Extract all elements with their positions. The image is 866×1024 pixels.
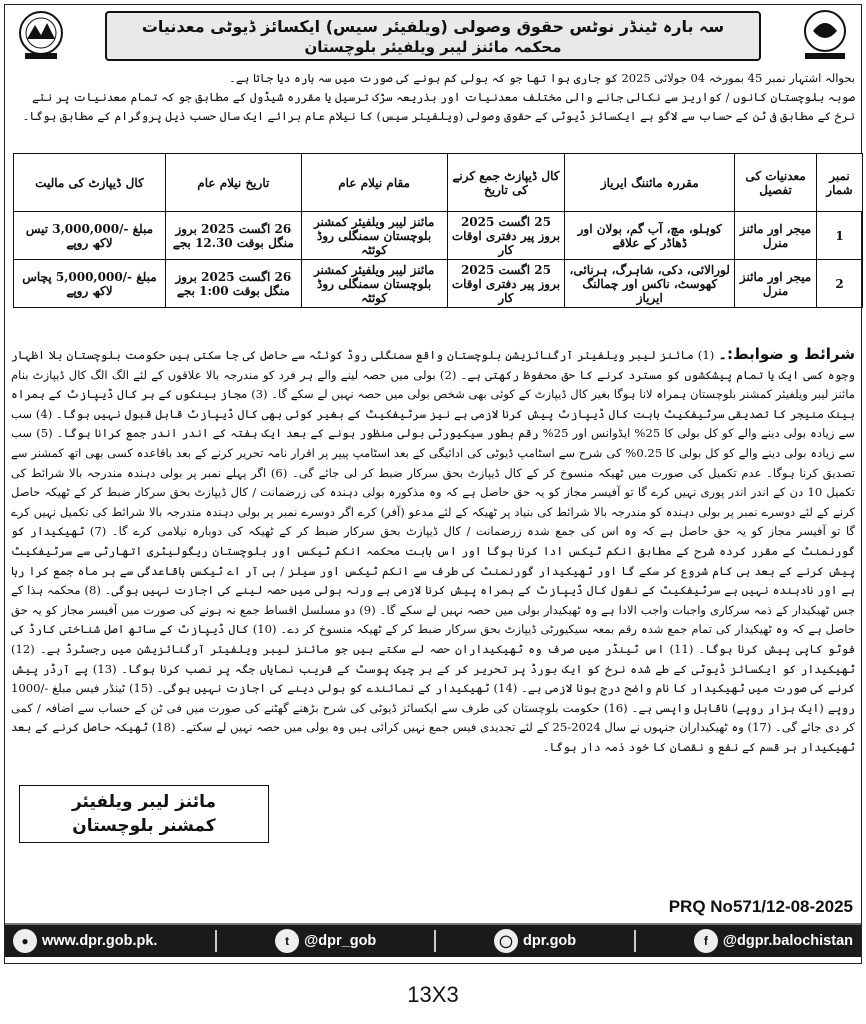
instagram-icon: ◯	[494, 929, 518, 953]
table-row	[14, 260, 863, 308]
cell-venue: مائنز لیبر ویلفیئر کمشنر بلوچستان سمنگلی روڈ کوئٹہ	[301, 260, 447, 308]
col-serial: نمبر شمار	[817, 154, 863, 212]
col-minerals: معدنیات کی تفصیل	[735, 154, 817, 212]
table-header-row	[14, 154, 863, 212]
mines-labour-logo-icon	[13, 9, 69, 61]
cell-deposit-amount: مبلغ -/5,000,000 پچاس لاکھ روپے	[14, 260, 166, 308]
footer-instagram[interactable]	[494, 929, 576, 953]
footer-website[interactable]	[13, 929, 157, 953]
auction-table	[13, 153, 863, 308]
cell-auction-date: 26 اگست 2025 بروز منگل بوقت 12.30 بجے	[165, 212, 301, 260]
terms-body: (1) مائنز لیبر ویلفیئر آرگنائزیشن بلوچستان واقع سمنگلی روڈ کوئٹہ سے حاصل کی جا سکتی ہیں حکومت بلوچستان بلا اظہار وجوہ کسی ایک یا تمام پیشکشوں کو مسترد کرنے کا حق محفوظ رکھتی ہے۔ (2) بولی میں حصہ لینے والے ہر فرد کو مندرجہ بالا علاقوں کے لئے الگ الگ کال ڈیپازٹ بنام مائنز لیبر ویلفیئر کمشنر بلوچستان ہمراہ لانا ہوگا بغیر کال ڈیپازٹ کے کوئی بھی شخص بولی میں حصہ نہیں لے سکے گا۔ (3) مجاز بینکوں کے ہر کال ڈیپازٹ کے ہمراہ بینک منیجر کا تصدیقی سرٹیفکیٹ بابت کال ڈیپازٹ پیش کرنا لازمی ہے نیز سرٹیفکیٹ کے بغیر کوئی بھی کال ڈیپازٹ قابل قبول نہیں ہوگا۔ (4) سب سے زیادہ بولی دینے والے کو کل بولی کا 25% ایڈوانس اور 25% رقم بطور سیکیورٹی بولی منظور ہونے کے بعد ایک ہفتہ کے اندر اندر جمع کرانا ہوگا۔ (5) سب سے زیادہ بولی دینے والے کو کل بولی کا 0.25% کی شرح سے اسٹامپ ڈیوٹی کی ادائیگی کے بعد اسٹامپ پیپر پر اقرار نامہ تحریر کرنے کے بعد باقاعدہ کسی بھی اتھ کمشنر سے تصدیق کرنا ہوگا۔ عدم تکمیل کی صورت میں ٹھیکہ منسوخ کر کے کال ڈیپازٹ بحق سرکار ضبط کر لی جائے گی۔ (6) اگر پہلے نمبر پر بولی دہندہ مندرجہ بالا شرائط کی تکمیل 10 دن کے اندر اندر پوری نہیں کرے گا تو آفیسر مجاز کو یہ حق حاصل ہے کہ وہ مذکورہ بولی دہندہ کی زرضمانت / کال ڈیپازٹ بحق سرکار ضبط کر کے ٹھیکہ حاصل کرنے کے لئے دوسرے نمبر پر بولی دہندہ کو مندرجہ بالا شرائط کی بنیاد پر ٹھیکہ کے لئے مدعو (آفر) کرے اگر دوسرے نمبر پر بولی دہندہ مندرجہ بالا شرائط کی تکمیل نہیں کرے گا تو آفیسر مجاز کو یہ حق حاصل ہے کہ وہ اس کی جمع شدہ زرضمانت / کال ڈیپازٹ بحق سرکار ضبط کر کے ٹھیکہ کی دوبارہ نیلامی کرے گا۔ (7) ٹھیکیدار کو گورنمنٹ کے مقرر کردہ شرح کے مطابق انکم ٹیکس ادا کرنا ہوگا اور اس بابت محکمہ انکم ٹیکس اور بلوچستان ریگولیٹری اتھارٹی سے سرٹیفکیٹ پیش کرنے کے بعد ہی کام شروع کر سکے گا اور ٹھیکیدار گورنمنٹ کی طرف سے انکم ٹیکس اور سیلز / بی آر اے ٹیکس باقاعدگی سے ہر ماہ جمع کرا رہا ہے اور نادہندہ نہیں ہے سرٹیفکیٹ کے نقول کال ڈیپازٹ کے ہمراہ پیش کرنا لازمی ہے ورنہ بولی میں حصہ لینے کی اجازت نہیں ہوگی۔ (8) محکمہ ہذا کے جس ٹھیکیدار کے ذمہ سرکاری واجبات واجب الادا ہے وہ ٹھیکیدار بولی میں حصہ نہیں لے سکے گا۔ (9) دو مسلسل اقساط جمع نہ ہونے کی صورت میں آفیسر مجاز کو یہ حق حاصل ہے کہ وہ ٹھیکیدار کی تمام جمع شدہ رقم بمعہ سیکیورٹی ڈیپازٹ بحق سرکار ضبط کر کے ٹھیکہ منسوخ کر دے۔ (10) کال ڈیپازٹ کے ساتھ اصل شناختی کارڈ کی فوٹو کاپی پیش کرنا ہوگا۔ (11) اس ٹینڈر میں صرف وہ ٹھیکیداران حصہ لے سکتے ہیں جو مائنز لیبر ویلفیئر آرگنائزیشن میں رجسٹرڈ ہے۔ (12) ٹھیکیدار کو ایکسائز ڈیوٹی کے طے شدہ نرخ کو ایک بورڈ پر تحریر کر کے ہر چیک پوسٹ کے قریب نمایاں جگہ پر نصب کرنا ہوگا۔ (13) پے آرڈر پیش کرنے کی صورت میں ٹھیکیدار کا نام واضح درج ہونا لازمی ہے۔ (14) ٹھیکیدار کے نمائندے کو بولی دینے کی اجازت نہیں ہوگی۔ (15) ٹینڈر فیس مبلغ -/1000 روپے (ایک ہزار روپے) ناقابل واپسی ہے۔ (16) حکومت بلوچستان کی طرف سے ایکسائز ڈیوٹی کی شرح بڑھنے گھٹنے کی صورت میں فی ٹن کے حساب سے اضافہ / کمی کر دی جائے گی۔ (17) وہ ٹھیکیداران جنہوں نے سال 2024-25 کے لئے تجدیدی فیس جمع نہیں کرائی ہیں وہ بولی میں حصہ نہیں لے سکتے۔ (18) ٹھیکہ حاصل کرنے کے بعد ٹھیکیدار ہر قسم کے نفع و	[11, 348, 856, 754]
col-deposit-date: کال ڈیپازٹ جمع کرنے کی تاریخ	[447, 154, 565, 212]
cell-minerals: میجر اور مائنز منرل	[735, 260, 817, 308]
instagram-label: dpr.gob	[522, 933, 577, 949]
notice-title: سہ بارہ ٹینڈر نوٹس حقوق وصولی (ویلفیئر سیس) ایکسائز ڈیوٹی معدنیات	[141, 16, 725, 36]
terms-heading: شرائط و ضوابط:۔	[718, 345, 855, 363]
footer-divider	[215, 930, 217, 952]
footer-facebook[interactable]	[694, 929, 853, 953]
col-areas: مقررہ مائننگ ایریاز	[565, 154, 735, 212]
footer-bar	[5, 923, 861, 957]
col-venue: مقام نیلام عام	[301, 154, 447, 212]
dgpr-balochistan-logo-icon	[797, 9, 853, 61]
ad-size-code: 13X3	[407, 982, 459, 1007]
cell-serial: 1	[817, 212, 863, 260]
terms-closing: نقصان کا خود ذمہ دار ہوگا۔	[542, 739, 704, 754]
facebook-label: @dgpr.balochistan	[722, 933, 853, 949]
col-auction-date: تاریخ نیلام عام	[165, 154, 301, 212]
header	[5, 5, 861, 67]
facebook-icon: f	[694, 929, 718, 953]
cell-minerals: میجر اور مائنز منرل	[735, 212, 817, 260]
cell-auction-date: 26 اگست 2025 بروز منگل بوقت 1:00 بجے	[165, 260, 301, 308]
intro-text	[11, 69, 855, 126]
signature-block	[19, 785, 269, 843]
footer-twitter[interactable]	[275, 929, 376, 953]
globe-icon: ●	[13, 929, 37, 953]
intro-reference: بحوالہ اشتہار نمبر 45 بمورخہ 04 جولائی 2025 کو جاری ہوا تھا جو کہ بولی کم ہونے کی صورت میں سہ بارہ دیا جاتا ہے۔	[229, 71, 855, 85]
cell-deposit-date: 25 اگست 2025 بروز پیر دفتری اوقات کار	[447, 260, 565, 308]
table-row	[14, 212, 863, 260]
footer-divider	[634, 930, 636, 952]
col-deposit-amount: کال ڈیپازٹ کی مالیت	[14, 154, 166, 212]
twitter-label: @dpr_gob	[304, 933, 377, 949]
cell-deposit-date: 25 اگست 2025 بروز پیر دفتری اوقات کار	[447, 212, 565, 260]
website-label: www.dpr.gob.pk.	[42, 933, 158, 949]
signature-line1: مائنز لیبر ویلفیئر	[71, 792, 217, 812]
cell-serial: 2	[817, 260, 863, 308]
cell-deposit-amount: مبلغ -/3,000,000 تیس لاکھ روپے	[14, 212, 166, 260]
title-box	[105, 11, 761, 61]
intro-description: صوبہ بلوچستان کانوں / کواریز سے نکالی جانے والی مختلف معدنیات اور بذریعہ سڑک ترسیل یا مقررہ شیڈول کے مطابق جو کہ تمام معدنیات پر نئے نرخ کے مطابق فی ٹن کے حساب سے لاگو ہے ایکسائز ڈیوٹی کے حقوق وصولی (ویلفیئر سیس) کا نیلام عام برائے ایک سال حسب ذیل پروگرام کے مطابق ہوگا۔	[22, 90, 855, 123]
twitter-icon: t	[275, 929, 299, 953]
cell-areas: لورالائی، دکی، شاہرگ، ہرنائی، کھوسٹ، ناکس اور چمالنگ ایریاز	[565, 260, 735, 308]
advertisement-page	[4, 4, 862, 964]
terms-and-conditions	[11, 345, 855, 757]
footer-divider	[434, 930, 436, 952]
cell-areas: کوہلو، مچ، آب گم، بولان اور ڈھاڈر کے علاقے	[565, 212, 735, 260]
signature-line2: کمشنر بلوچستان	[72, 816, 216, 836]
prq-number: PRQ No571/12-08-2025	[668, 897, 853, 916]
department-title: محکمہ مائنز لیبر ویلفیئر بلوچستان	[304, 37, 562, 56]
cell-venue: مائنز لیبر ویلفیئر کمشنر بلوچستان سمنگلی روڈ کوئٹہ	[301, 212, 447, 260]
